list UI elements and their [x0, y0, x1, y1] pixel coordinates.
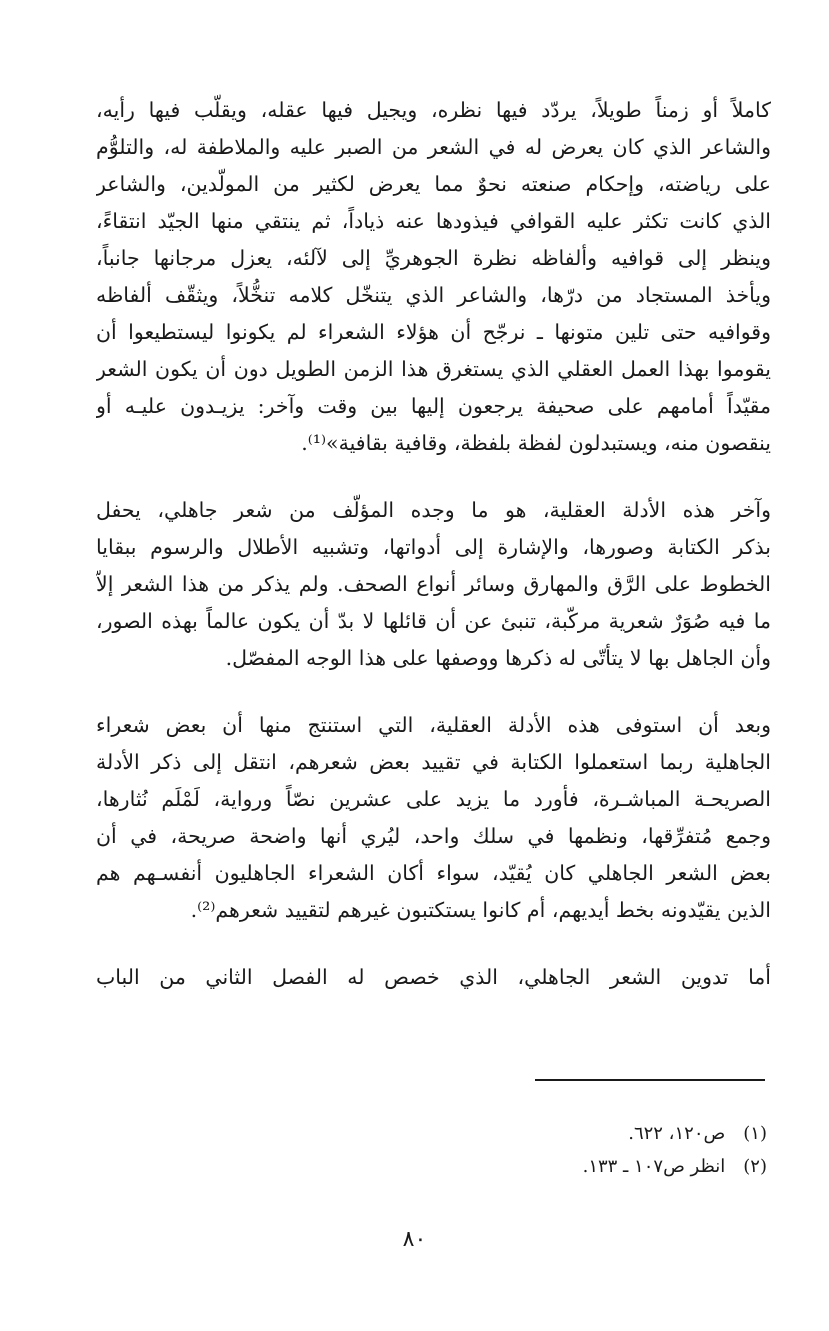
main-text [96, 92, 771, 996]
text-line: الجاهلية ربما استعملوا الكتابة في تقييد بعض شعرهم، انتقل إلى ذكر الأدلة [96, 750, 771, 774]
text-line: وقوافيه حتى تلين متونها ـ نرجّح أن هؤلاء الشعراء لم يكونوا ليستطيعوا أن [96, 320, 771, 344]
paragraph-gap [96, 462, 771, 492]
footnotes [583, 1117, 767, 1183]
text-line: يقوموا بهذا العمل العقلي الذي يستغرق هذا الزمن الطويل دون أن يكون الشعر [96, 357, 771, 381]
text-line: وجمع مُتفرِّقها، ونظمها في سلك واحد، ليُري أنها واضحة صريحة، في أن [96, 824, 771, 848]
text-line: وآخر هذه الأدلة العقلية، هو ما وجده المؤلّف من شعر جاهلي، يحفل [96, 498, 771, 522]
paragraph [96, 959, 771, 996]
text-line: بعض الشعر الجاهلي كان يُقيّد، سواء أكان الشعراء الجاهليون أنفسـهم هم [96, 861, 771, 885]
text-line: والشاعر الذي كان يعرض له في الشعر من الصبر عليه والملاطفة له، والتلوُّم [96, 135, 771, 159]
text-line: مقيّداً أمامهم على صحيفة يرجعون إليها بين وقت وآخر: يزيـدون عليـه أو [96, 394, 771, 418]
page-number: ٨٠ [402, 1227, 427, 1252]
text-line: الخطوط على الرَّق والمهارق وسائر أنواع الصحف. ولم يذكر من هذا الشعر إلاّ [96, 572, 771, 596]
paragraph [96, 492, 771, 677]
footnote-number: (١) [743, 1123, 767, 1144]
text-line: ينقصون منه، ويستبدلون لفظة بلفظة، وقافية بقافية»⁽¹⁾. [301, 431, 771, 455]
footnote [583, 1117, 767, 1150]
text-line: وبعد أن استوفى هذه الأدلة العقلية، التي استنتج منها أن بعض شعراء [96, 713, 771, 737]
text-line: ما فيه صُوَرٌ شعرية مركّبة، تنبئ عن أن قائلها لا بدّ أن يكون عالماً بهذه الصور، [96, 609, 771, 633]
footnote [583, 1150, 767, 1183]
text-line: وأن الجاهل بها لا يتأتّى له ذكرها ووصفها على هذا الوجه المفصّل. [225, 646, 771, 670]
footnote-separator [535, 1079, 765, 1081]
paragraph-gap [96, 677, 771, 707]
text-line: أما تدوين الشعر الجاهلي، الذي خصص له الفصل الثاني من الباب [96, 965, 771, 989]
text-line: ويأخذ المستجاد من درّها، والشاعر الذي يتنخّل كلامه تنخُّلاً، ويثقّف ألفاظه [96, 283, 771, 307]
footnote-text: ص١٢٠، ٦٢٢. [628, 1123, 726, 1144]
footnote-text: انظر ص١٠٧ ـ ١٣٣. [582, 1156, 726, 1177]
text-line: الصريحـة المباشـرة، فأورد ما يزيد على عشرين نصّاً ورواية، لَمْلَم نُثارها، [96, 787, 771, 811]
text-line: كاملاً أو زمناً طويلاً، يردّد فيها نظره، ويجيل فيها عقله، ويقلّب فيها رأيه، [96, 98, 771, 122]
text-line: على رياضته، وإحكام صنعته نحوٌ مما يعرض لكثير من المولّدين، والشاعر [96, 172, 771, 196]
paragraph [96, 92, 771, 462]
paragraph-gap [96, 929, 771, 959]
text-line: وينظر إلى قوافيه وألفاظه نظرة الجوهريِّ إلى لآلئه، يعزل مرجانها جانباً، [96, 246, 771, 270]
footnote-number: (٢) [743, 1156, 767, 1177]
text-line: بذكر الكتابة وصورها، والإشارة إلى أدواتها، وتشبيه الأطلال والرسوم ببقايا [96, 535, 771, 559]
text-line: الذي كانت تكثر عليه القوافي فيذودها عنه ذياداً، ثم ينتقي منها الجيّد انتقاءً، [96, 209, 771, 233]
paragraph [96, 707, 771, 929]
text-line: الذين يقيّدونه بخط أيديهم، أم كانوا يستكتبون غيرهم لتقييد شعرهم⁽²⁾. [190, 898, 771, 922]
